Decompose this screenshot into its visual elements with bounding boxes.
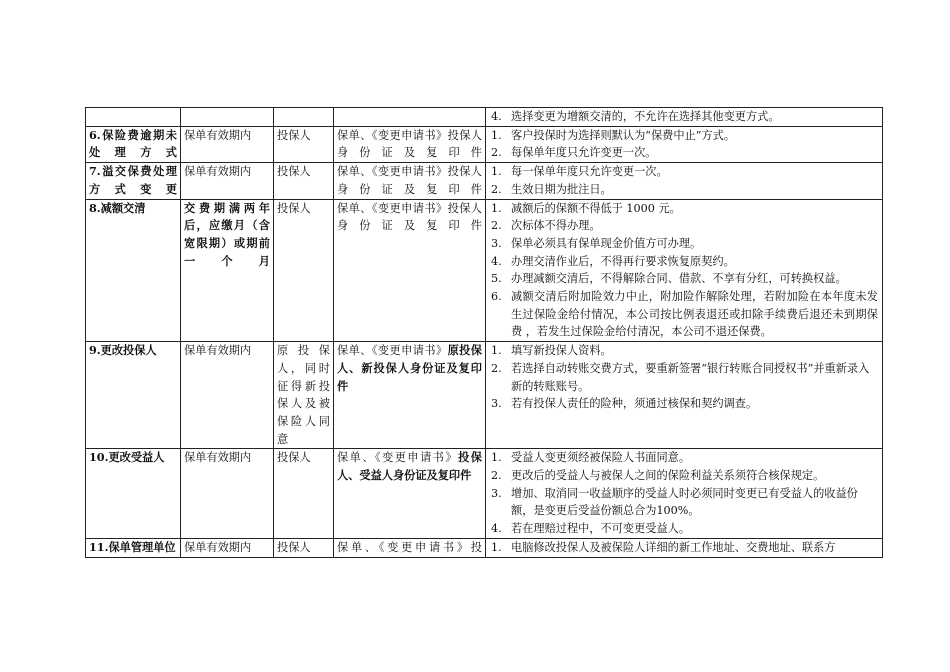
list-number: 3. [491, 397, 502, 411]
list-number: 3. [491, 236, 502, 250]
item-name-cell: 8.减额交清 [86, 199, 181, 342]
list-item [489, 200, 878, 218]
notes-list [489, 342, 878, 413]
list-text: 每一保单年度只允许变更一次。 [511, 165, 668, 179]
notes-list [489, 449, 878, 538]
policy-change-table [85, 107, 883, 558]
notes-cell [486, 538, 883, 557]
list-text: 选择变更为增额交清的，不允许在选择其他变更方式。 [511, 110, 780, 123]
period-cell: 保单有效期内 [181, 449, 274, 539]
documents-cell: 保单、《变更申请书》投保人身份证及复印件 [334, 199, 486, 342]
list-text: 受益人变更须经被保险人书面同意。 [511, 451, 691, 465]
list-item [489, 253, 878, 271]
applicant-cell: 投保人 [274, 449, 334, 539]
documents-cell: 保单、《变更申请书》投 [334, 538, 486, 557]
documents-cell [334, 342, 486, 449]
list-item [489, 163, 878, 181]
documents-text: 保单、《变更申请书》 [337, 344, 448, 358]
list-item [489, 539, 878, 557]
list-number: 1. [491, 344, 502, 358]
documents-bold-text: 投保人、受益人身份证及复印件 [337, 450, 482, 483]
list-text: 办理交清作业后，不得再行要求恢复原契约。 [511, 254, 735, 268]
notes-cell [486, 449, 883, 539]
list-item [489, 108, 878, 126]
list-text: 若在理赔过程中，不可变更受益人。 [511, 522, 691, 536]
list-text: 电脑修改投保人及被保险人详细的新工作地址、交费地址、联系方 [511, 540, 836, 554]
table-row [86, 163, 883, 199]
documents-cell: 保单、《变更申请书》投保人身份证及复印件 [334, 163, 486, 199]
notes-cell [486, 199, 883, 342]
list-number: 1. [491, 201, 502, 215]
list-item [489, 144, 878, 162]
notes-list [489, 539, 878, 557]
list-number: 6. [491, 290, 502, 304]
period-cell: 保单有效期内 [181, 163, 274, 199]
notes-list [489, 108, 878, 126]
period-cell: 交费期满两年后，应缴月（含宽限期）或期前一个月 [181, 199, 274, 342]
table-row [86, 342, 883, 449]
list-text: 办理减额交清后，不得解除合同、借款、不享有分红，可转换权益。 [511, 272, 847, 286]
list-number: 3. [491, 486, 502, 500]
list-text: 增加、取消同一收益顺序的受益人时必须同时变更已有受益人的收益份额，是变更后受益份额总合为100%。 [511, 486, 858, 518]
list-number: 4. [491, 254, 502, 268]
list-text: 生效日期为批注日。 [511, 182, 612, 196]
list-number: 1. [491, 540, 502, 554]
list-text: 次标体不得办理。 [511, 219, 601, 233]
list-text: 减额交清后附加险效力中止，附加险作解除处理，若附加险在本年度未发生过保险金给付情况，本公司按比例表退还或扣除手续费后退还未到期保费 ，若发生过保险金给付清况，本公司不退还保费。 [511, 290, 878, 339]
list-text: 更改后的受益人与被保人之间的保险利益关系须符合核保规定。 [511, 469, 825, 483]
table-row [86, 126, 883, 162]
list-text: 若选择自动转账交费方式，要重新签署“银行转账合同授权书”并重新录入新的转账账号。 [511, 361, 870, 393]
list-item [489, 270, 878, 288]
notes-cell [486, 163, 883, 199]
list-item [489, 449, 878, 467]
applicant-cell: 投保人 [274, 538, 334, 557]
documents-bold-text: 原投保人、新投保人身份证及复印件 [337, 343, 482, 393]
list-number: 1. [491, 451, 502, 465]
list-item [489, 288, 878, 341]
list-text: 每保单年度只允许变更一次。 [511, 146, 657, 160]
list-number: 2. [491, 146, 502, 160]
table-row [86, 199, 883, 342]
documents-cell [334, 449, 486, 539]
applicant-cell: 原投保人，同时征得新投保人及被保险人同意 [274, 342, 334, 449]
table-row [86, 538, 883, 557]
applicant-cell: 投保人 [274, 199, 334, 342]
list-item [489, 485, 878, 520]
notes-list [489, 127, 878, 162]
period-cell [181, 108, 274, 127]
list-number: 4. [491, 110, 502, 123]
table-row [86, 108, 883, 127]
item-name-cell: 10.更改受益人 [86, 449, 181, 539]
list-item [489, 127, 878, 145]
list-text: 减额后的保额不得低于 1000 元。 [511, 201, 681, 215]
period-cell: 保单有效期内 [181, 342, 274, 449]
list-item [489, 360, 878, 395]
list-number: 1. [491, 128, 502, 142]
list-text: 保单必须具有保单现金价值方可办理。 [511, 236, 702, 250]
list-number: 4. [491, 522, 502, 536]
period-cell: 保单有效期内 [181, 126, 274, 162]
item-name-cell [86, 108, 181, 127]
list-number: 2. [491, 469, 502, 483]
list-number: 2. [491, 182, 502, 196]
applicant-cell: 投保人 [274, 126, 334, 162]
list-number: 2. [491, 219, 502, 233]
list-number: 1. [491, 165, 502, 179]
list-item [489, 342, 878, 360]
documents-cell: 保单、《变更申请书》投保人身份证及复印件 [334, 126, 486, 162]
list-item [489, 520, 878, 538]
list-text: 填写新投保人资料。 [511, 344, 612, 358]
list-item [489, 395, 878, 413]
list-item [489, 235, 878, 253]
list-item [489, 467, 878, 485]
period-cell: 保单有效期内 [181, 538, 274, 557]
item-name-cell: 9.更改投保人 [86, 342, 181, 449]
list-item [489, 217, 878, 235]
notes-cell [486, 342, 883, 449]
item-name-cell: 11.保单管理单位 [86, 538, 181, 557]
documents-cell [334, 108, 486, 127]
list-item [489, 181, 878, 199]
applicant-cell: 投保人 [274, 163, 334, 199]
list-text: 客户投保时为选择则默认为“保费中止”方式。 [511, 128, 736, 142]
applicant-cell [274, 108, 334, 127]
notes-cell [486, 108, 883, 127]
item-name-cell: 6.保险费逾期未处理方式 [86, 126, 181, 162]
documents-text: 保单、《变更申请书》 [337, 451, 459, 465]
table-body [86, 108, 883, 558]
notes-list [489, 163, 878, 198]
list-number: 2. [491, 361, 502, 375]
table-row [86, 449, 883, 539]
list-text: 若有投保人责任的险种，须通过核保和契约调查。 [511, 397, 758, 411]
notes-cell [486, 126, 883, 162]
notes-list [489, 200, 878, 342]
item-name-cell: 7.溢交保费处理方式变更 [86, 163, 181, 199]
list-number: 5. [491, 272, 502, 286]
